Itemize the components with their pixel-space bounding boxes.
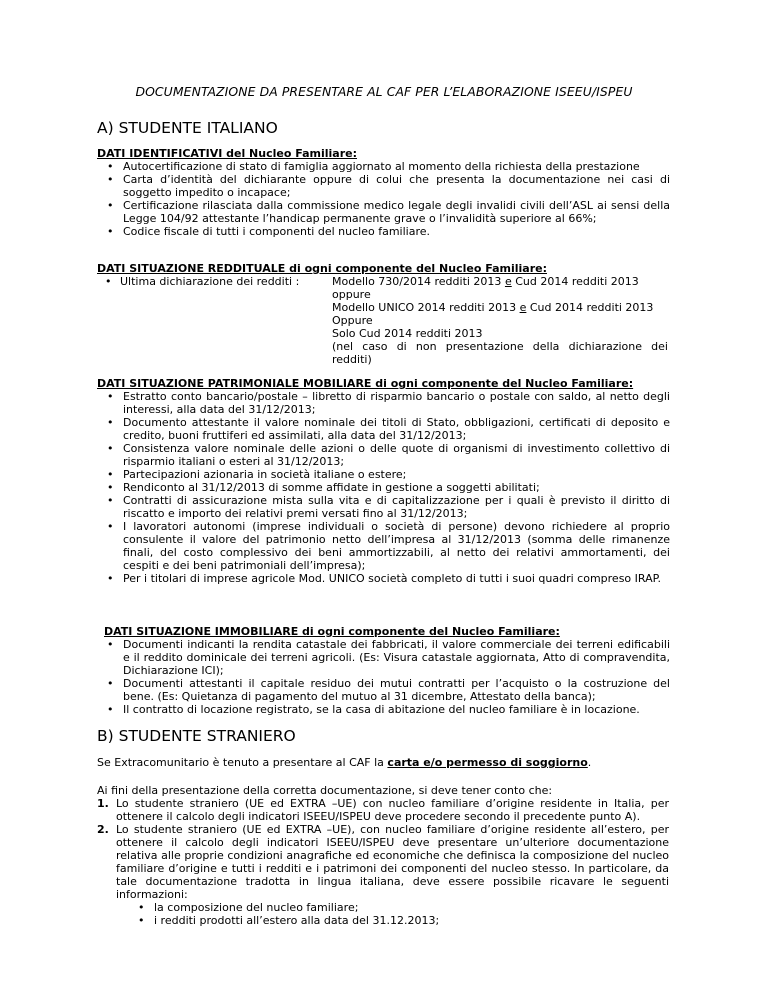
bullet-icon: • (107, 416, 114, 429)
bullet-icon: • (138, 901, 145, 914)
list-item: • Partecipazioni azionaria in società italiane o estere; (107, 468, 407, 481)
section-a-heading: A) STUDENTE ITALIANO (97, 119, 278, 137)
section-b-numbered-list (97, 797, 669, 927)
identificativi-list (104, 160, 670, 238)
immobiliare-title: DATI SITUAZIONE IMMOBILIARE di ogni componente del Nucleo Familiare: (104, 625, 560, 638)
permesso-soggiorno-text: carta e/o permesso di soggiorno (387, 756, 588, 769)
bullet-icon: • (107, 494, 114, 507)
section-b-heading: B) STUDENTE STRANIERO (97, 727, 296, 745)
reddituale-line: Oppure (332, 314, 373, 327)
section-b-para: Ai fini della presentazione della corretta documentazione, si deve tener conto che: (97, 784, 553, 797)
reddituale-line: (nel caso di non presentazione della dichiarazione dei redditi) (332, 340, 668, 366)
document-title: DOCUMENTAZIONE DA PRESENTARE AL CAF PER L’ELABORAZIONE ISEEU/ISPEU (135, 84, 633, 99)
list-item: • Rendiconto al 31/12/2013 di somme affidate in gestione a soggetti abilitati; (107, 481, 540, 494)
identificativi-title: DATI IDENTIFICATIVI del Nucleo Familiare: (97, 147, 358, 160)
list-item: • Carta d’identità del dichiarante oppure di colui che presenta la documentazione nei casi di soggetto impedito o incapace; (107, 173, 670, 199)
list-item: • Documento attestante il valore nominale dei titoli di Stato, obbligazioni, certificati di deposito e credito, buoni fruttiferi ed assimilati, alla data del 31/12/2013; (107, 416, 670, 442)
reddituale-values (332, 275, 668, 366)
reddituale-line: oppure (332, 288, 371, 301)
reddituale-line: Modello UNICO 2014 redditi 2013 e Cud 2014 redditi 2013 (332, 301, 654, 314)
immobiliare-list (104, 638, 670, 716)
sub-list-item: • i redditi prodotti all’estero alla data del 31.12.2013; (138, 914, 440, 927)
reddituale-block (104, 275, 674, 367)
bullet-icon: • (107, 468, 114, 481)
section-b-intro: Se Extracomunitario è tenuto a presentare al CAF la carta e/o permesso di soggiorno. (97, 756, 592, 769)
reddituale-line: Solo Cud 2014 redditi 2013 (332, 327, 483, 340)
bullet-icon: • (107, 173, 114, 186)
bullet-icon: • (107, 677, 114, 690)
bullet-icon: • (107, 442, 114, 455)
bullet-icon: • (138, 914, 145, 927)
list-item: • Documenti indicanti la rendita catastale dei fabbricati, il valore commerciale dei terreni edificabili e il reddito dominicale dei terreni agricoli. (Es: Visura catastale aggiornata, Atto di compravendita, Dichiarazione ICI); (107, 638, 670, 677)
list-item: • Documenti attestanti il capitale residuo dei mutui contratti per l’acquisto o la costruzione del bene. (Es: Quietanza di pagamento del mutuo al 31 dicembre, Attestato della banca); (107, 677, 670, 703)
bullet-icon: • (107, 572, 114, 585)
sub-list-item: • la composizione del nucleo familiare; (138, 901, 359, 914)
bullet-icon: • (107, 703, 114, 716)
reddituale-title: DATI SITUAZIONE REDDITUALE di ogni componente del Nucleo Familiare: (97, 262, 547, 275)
list-item: • Codice fiscale di tutti i componenti del nucleo familiare. (107, 225, 430, 238)
bullet-icon: • (107, 160, 114, 173)
bullet-icon: • (107, 481, 114, 494)
bullet-icon: • (105, 275, 112, 288)
bullet-icon: • (107, 390, 114, 403)
list-item: • Consistenza valore nominale delle azioni o delle quote di organismi di investimento collettivo di risparmio italiani o esteri al 31/12/2013; (107, 442, 670, 468)
list-item: • Contratti di assicurazione mista sulla vita e di capitalizzazione per i quali è previsto il diritto di riscatto e importo dei relativi premi versati fino al 31/12/2013; (107, 494, 670, 520)
list-item: • Certificazione rilasciata dalla commissione medico legale degli invalidi civili dell’ASL ai sensi della Legge 104/92 attestante l’handicap permanente grave o l’invalidità superiore al 66%; (107, 199, 670, 225)
bullet-icon: • (107, 225, 114, 238)
list-item: • Per i titolari di imprese agricole Mod. UNICO società completo di tutti i suoi quadri compreso IRAP. (107, 572, 662, 585)
mobiliare-list (104, 390, 670, 585)
list-item: • Autocertificazione di stato di famiglia aggiornato al momento della richiesta della prestazione (107, 160, 640, 173)
mobiliare-title: DATI SITUAZIONE PATRIMONIALE MOBILIARE di ogni componente del Nucleo Familiare: (97, 377, 634, 390)
numbered-item: 1. Lo studente straniero (UE ed EXTRA –UE) con nucleo familiare d’origine residente in Italia, per ottenere il calcolo degli indicatori ISEEU/ISPEU deve procedere secondo il precedente punto A). (97, 797, 669, 823)
list-item: • Estratto conto bancario/postale – libretto di risparmio bancario o postale con saldo, al netto degli interessi, alla data del 31/12/2013; (107, 390, 670, 416)
list-item: • I lavoratori autonomi (imprese individuali o società di persone) devono richiedere al proprio consulente il valore del patrimonio netto dell’impresa al 31/12/2013 (somma delle rimanenze finali, del costo complessivo dei beni ammortizzabili, al netto dei relativi ammortamenti, dei cespiti e dei beni patrimoniali dell’impresa); (107, 520, 670, 572)
reddituale-label: Ultima dichiarazione dei redditi : (120, 275, 300, 288)
bullet-icon: • (107, 199, 114, 212)
bullet-icon: • (107, 520, 114, 533)
bullet-icon: • (107, 638, 114, 651)
reddituale-line: Modello 730/2014 redditi 2013 e Cud 2014 redditi 2013 (332, 275, 639, 288)
list-item: • Il contratto di locazione registrato, se la casa di abitazione del nucleo familiare è in locazione. (107, 703, 640, 716)
numbered-item: 2. Lo studente straniero (UE ed EXTRA –UE), con nucleo familiare d’origine residente all’estero, per ottenere il calcolo degli indicatori ISEEU/ISPEU deve presentare un’ulteriore documentazione relativa alle proprie condizioni anagrafiche ed economiche che definisca la composizione del nucleo familiare d’origine e tutti i redditi e i patrimoni dei componenti del nucleo stesso. In particolare, da tale documentazione tradotta in lingua italiana, deve essere possibile ricavare le seguenti informazioni: • la composizione del nucleo familiare; • i redditi prodotti all’estero alla data del 31.12.2013; (97, 823, 669, 927)
